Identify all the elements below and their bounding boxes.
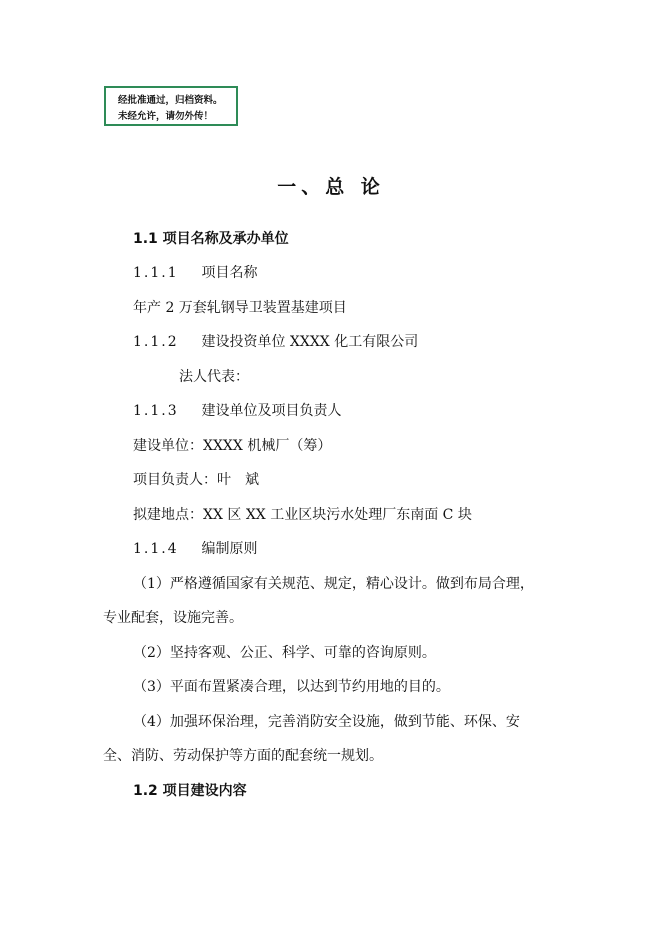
subsection-1-1-4 <box>133 539 257 559</box>
principle-1-line-2: 专业配套，设施完善。 <box>103 610 243 626</box>
principle-2: （2）坚持客观、公正、科学、可靠的咨询原则。 <box>133 645 436 661</box>
subsection-number: 1.1.3 <box>133 403 179 419</box>
stamp-line-1: 经批准通过，归档资料。 <box>118 95 223 106</box>
principle-1-line-1: （1）严格遵循国家有关规范、规定，精心设计。做到布局合理， <box>133 576 534 592</box>
subsection-1-1-3 <box>133 401 341 421</box>
stamp-line-2: 未经允许，请勿外传！ <box>118 111 214 122</box>
subsection-title: 建设单位及项目负责人 <box>201 403 342 419</box>
principle-3: （3）平面布置紧凑合理，以达到节约用地的目的。 <box>133 679 450 695</box>
construction-unit: 建设单位：XXXX 机械厂（筹） <box>133 438 332 454</box>
subsection-number: 1.1.2 <box>133 334 179 350</box>
principle-4-line-1: （4）加强环保治理，完善消防安全设施，做到节能、环保、安 <box>133 714 520 730</box>
subsection-number: 1.1.1 <box>133 265 179 281</box>
section-heading-1-2: 1.2 项目建设内容 <box>133 783 247 799</box>
project-name: 年产 2 万套轧钢导卫装置基建项目 <box>133 300 347 316</box>
subsection-title: 编制原则 <box>201 541 258 557</box>
subsection-title: 建设投资单位 XXXX 化工有限公司 <box>201 334 419 350</box>
subsection-title: 项目名称 <box>201 265 258 281</box>
subsection-1-1-1 <box>133 263 257 283</box>
principle-4-line-2: 全、消防、劳动保护等方面的配套统一规划。 <box>103 748 383 764</box>
project-leader: 项目负责人：叶 斌 <box>133 472 259 488</box>
proposed-site: 拟建地点：XX 区 XX 工业区块污水处理厂东南面 C 块 <box>133 507 472 523</box>
subsection-number: 1.1.4 <box>133 541 179 557</box>
chapter-title: 一、总 论 <box>277 176 385 198</box>
section-heading-1-1: 1.1 项目名称及承办单位 <box>133 231 289 247</box>
legal-representative: 法人代表： <box>179 369 249 385</box>
subsection-1-1-2 <box>133 332 418 352</box>
confidential-stamp <box>104 86 238 126</box>
